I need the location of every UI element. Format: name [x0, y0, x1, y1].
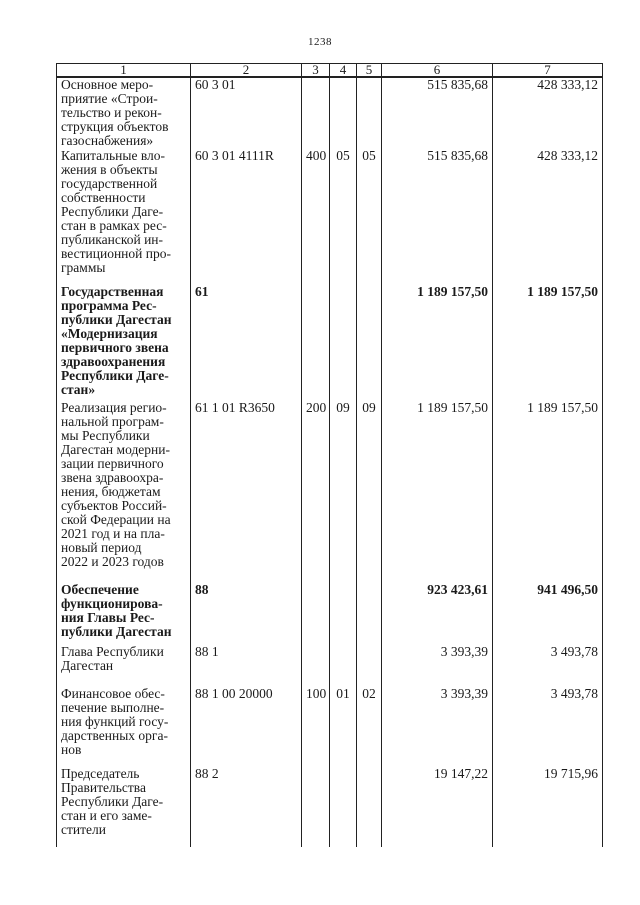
row-name-line: Дагестан модерни- — [61, 442, 170, 457]
row-name-line: ской Федерации на — [61, 512, 171, 527]
row-name-line: Глава Республики — [61, 644, 164, 659]
row-name-line: приятие «Строи- — [61, 91, 158, 106]
row-name-line: собственности — [61, 190, 146, 205]
table-row — [57, 645, 603, 687]
row-name-line: государственной — [61, 176, 158, 191]
row-amount-2023: 1 189 157,50 — [493, 401, 603, 583]
row-name-line: Государственная — [61, 284, 164, 299]
row-name — [57, 401, 191, 583]
row-name-line: стан и его заме- — [61, 808, 152, 823]
row-code: 88 2 — [191, 767, 302, 847]
row-name-line: струкция объектов — [61, 119, 169, 134]
row-amount-2022: 1 189 157,50 — [382, 401, 493, 583]
row-name-line: жения в объекты — [61, 162, 158, 177]
row-amount-2022: 3 393,39 — [382, 687, 493, 767]
row-name-line: стан» — [61, 382, 96, 397]
row-expense-type: 200 — [302, 401, 330, 583]
row-code: 61 — [191, 285, 302, 401]
row-name-line: печение выполне- — [61, 700, 165, 715]
row-code: 61 1 01 R3650 — [191, 401, 302, 583]
row-section — [330, 583, 357, 645]
row-code: 88 — [191, 583, 302, 645]
row-name-line: 2022 и 2023 годов — [61, 554, 164, 569]
row-subsection — [357, 285, 382, 401]
row-name-line: Капитальные вло- — [61, 148, 165, 163]
row-amount-2022: 3 393,39 — [382, 645, 493, 687]
table-row — [57, 285, 603, 401]
row-amount-2022: 1 189 157,50 — [382, 285, 493, 401]
row-name-line: Дагестан — [61, 658, 114, 673]
row-name — [57, 77, 191, 149]
column-header: 1 — [57, 64, 191, 78]
column-header: 5 — [357, 64, 382, 78]
row-subsection — [357, 645, 382, 687]
page-number: 1238 — [308, 36, 332, 48]
row-name-line: стан в рамках рес- — [61, 218, 167, 233]
row-subsection: 09 — [357, 401, 382, 583]
row-expense-type — [302, 645, 330, 687]
row-amount-2023: 428 333,12 — [493, 77, 603, 149]
row-subsection: 05 — [357, 149, 382, 285]
row-section: 09 — [330, 401, 357, 583]
row-name-line: вестиционной про- — [61, 246, 171, 261]
table-row — [57, 767, 603, 847]
row-name-line: нов — [61, 742, 82, 757]
table-row — [57, 687, 603, 767]
row-expense-type — [302, 285, 330, 401]
row-name-line: функционирова- — [61, 596, 163, 611]
row-name-line: звена здравоохра- — [61, 470, 164, 485]
row-name — [57, 767, 191, 847]
row-amount-2023: 428 333,12 — [493, 149, 603, 285]
row-name-line: газоснабжения» — [61, 133, 154, 148]
row-subsection — [357, 767, 382, 847]
row-name-line: 2021 год и на пла- — [61, 526, 165, 541]
row-amount-2022: 19 147,22 — [382, 767, 493, 847]
row-name — [57, 583, 191, 645]
row-amount-2023: 1 189 157,50 — [493, 285, 603, 401]
row-name-line: Финансовое обес- — [61, 686, 165, 701]
row-amount-2022: 515 835,68 — [382, 149, 493, 285]
row-amount-2023: 941 496,50 — [493, 583, 603, 645]
row-name-line: Председатель — [61, 766, 140, 781]
row-name-line: граммы — [61, 260, 106, 275]
row-expense-type — [302, 583, 330, 645]
row-name-line: Реализация регио- — [61, 400, 167, 415]
row-name-line: зации первичного — [61, 456, 164, 471]
row-section — [330, 767, 357, 847]
row-amount-2022: 515 835,68 — [382, 77, 493, 149]
row-name-line: Основное меро- — [61, 77, 154, 92]
row-name-line: первичного звена — [61, 340, 169, 355]
row-code: 60 3 01 — [191, 77, 302, 149]
column-header: 6 — [382, 64, 493, 78]
row-name-line: стители — [61, 822, 106, 837]
row-name — [57, 285, 191, 401]
row-amount-2022: 923 423,61 — [382, 583, 493, 645]
row-name-line: нения, бюджетам — [61, 484, 161, 499]
row-code: 60 3 01 4111R — [191, 149, 302, 285]
column-header: 2 — [191, 64, 302, 78]
row-expense-type — [302, 767, 330, 847]
row-section: 05 — [330, 149, 357, 285]
row-amount-2023: 3 493,78 — [493, 645, 603, 687]
table-row — [57, 149, 603, 285]
row-section — [330, 77, 357, 149]
row-name-line: ния функций госу- — [61, 714, 169, 729]
row-name-line: публики Дагестан — [61, 624, 172, 639]
row-name-line: здравоохранения — [61, 354, 166, 369]
table-row — [57, 401, 603, 583]
row-amount-2023: 3 493,78 — [493, 687, 603, 767]
row-name-line: публиканской ин- — [61, 232, 164, 247]
row-code: 88 1 00 20000 — [191, 687, 302, 767]
column-number-header — [57, 64, 603, 78]
row-subsection — [357, 583, 382, 645]
column-header: 3 — [302, 64, 330, 78]
budget-table — [56, 63, 603, 847]
row-expense-type: 100 — [302, 687, 330, 767]
row-name-line: Республики Даге- — [61, 794, 164, 809]
row-name-line: ния Главы Рес- — [61, 610, 155, 625]
row-code: 88 1 — [191, 645, 302, 687]
row-name — [57, 149, 191, 285]
row-name — [57, 645, 191, 687]
row-subsection — [357, 77, 382, 149]
row-name-line: Республики Даге- — [61, 204, 164, 219]
table-row — [57, 77, 603, 149]
row-name-line: публики Дагестан — [61, 312, 172, 327]
row-name-line: Правительства — [61, 780, 146, 795]
column-header: 7 — [493, 64, 603, 78]
row-name-line: новый период — [61, 540, 142, 555]
row-subsection: 02 — [357, 687, 382, 767]
row-name — [57, 687, 191, 767]
row-section — [330, 645, 357, 687]
row-name-line: субъектов Россий- — [61, 498, 167, 513]
table-row — [57, 583, 603, 645]
row-expense-type: 400 — [302, 149, 330, 285]
column-header: 4 — [330, 64, 357, 78]
row-name-line: программа Рес- — [61, 298, 157, 313]
row-name-line: «Модернизация — [61, 326, 158, 341]
row-name-line: тельство и рекон- — [61, 105, 162, 120]
row-amount-2023: 19 715,96 — [493, 767, 603, 847]
row-section — [330, 285, 357, 401]
row-name-line: Республики Даге- — [61, 368, 169, 383]
row-name-line: дарственных орга- — [61, 728, 168, 743]
row-section: 01 — [330, 687, 357, 767]
row-name-line: нальной програм- — [61, 414, 164, 429]
row-expense-type — [302, 77, 330, 149]
row-name-line: Обеспечение — [61, 582, 139, 597]
row-name-line: мы Республики — [61, 428, 150, 443]
